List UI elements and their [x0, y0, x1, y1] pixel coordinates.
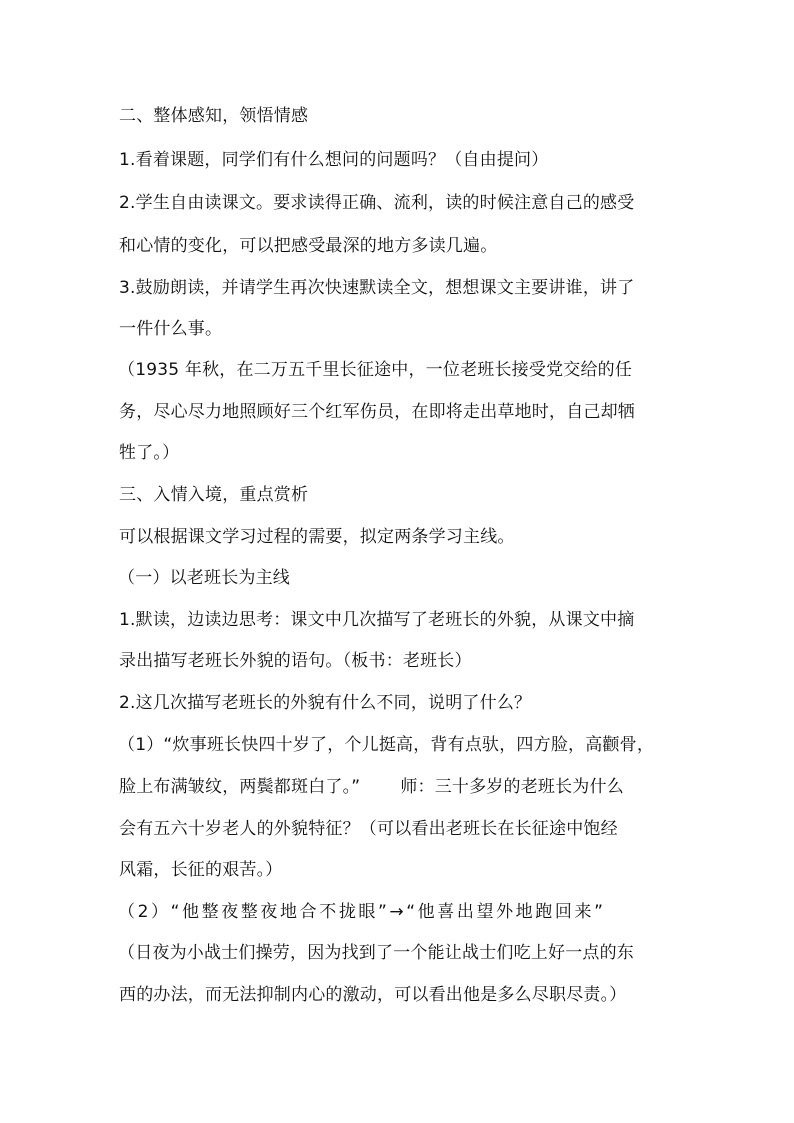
paragraph-line: 风霜，长征的艰苦。）	[119, 860, 283, 880]
paragraph-line: 会有五六十岁老人的外貌特征？（可以看出老班长在长征途中饱经	[119, 819, 618, 839]
paragraph-line: 1.看着课题，同学们有什么想问的问题吗？（自由提问）	[119, 150, 549, 170]
paragraph-line: 2.这几次描写老班长的外貌有什么不同，说明了什么？	[119, 693, 532, 713]
paragraph-line: （1935 年秋，在二万五千里长征途中，一位老班长接受党交给的任	[118, 360, 633, 380]
paragraph-line: 牲了。）	[119, 443, 180, 463]
teacher-note: 师：三十多岁的老班长为什么	[400, 777, 624, 797]
paragraph-line: 务，尽心尽力地照顾好三个红军伤员，在即将走出草地时，自己却牺	[119, 402, 635, 422]
paragraph-line: 和心情的变化，可以把感受最深的地方多读几遍。	[119, 236, 498, 256]
paragraph-line: （2）“他整夜整夜地合不拢眼”→“他喜出望外地跑回来”	[118, 902, 606, 922]
paragraph-line: 1.默读，边读边思考：课文中几次描写了老班长的外貌，从课文中摘	[119, 610, 635, 630]
paragraph-line: （1）“炊事班长快四十岁了，个儿挺高，背有点驮，四方脸，高颧骨，	[118, 735, 655, 755]
section-heading-three: 三、入情入境，重点赏析	[119, 485, 309, 505]
quote-text: 脸上布满皱纹，两鬓都斑白了。”	[119, 777, 361, 797]
paragraph-line	[119, 776, 624, 798]
subsection-heading: （一）以老班长为主线	[118, 568, 290, 588]
paragraph-line: 西的办法，而无法抑制内心的激动，可以看出他是多么尽职尽责。）	[119, 985, 627, 1005]
paragraph-line: 3.鼓励朗读，并请学生再次快速默读全文，想想课文主要讲谁，讲了	[119, 278, 635, 298]
section-heading-two: 二、整体感知，领悟情感	[119, 106, 309, 126]
paragraph-line: 一件什么事。	[119, 319, 223, 339]
paragraph-line: 录出描写老班长外貌的语句。（板书：老班长）	[119, 651, 472, 671]
paragraph-line: （日夜为小战士们操劳，因为找到了一个能让战士们吃上好一点的东	[118, 943, 634, 963]
paragraph-line: 2.学生自由读课文。要求读得正确、流利，读的时候注意自己的感受	[119, 193, 635, 213]
paragraph-line: 可以根据课文学习过程的需要，拟定两条学习主线。	[119, 527, 515, 547]
